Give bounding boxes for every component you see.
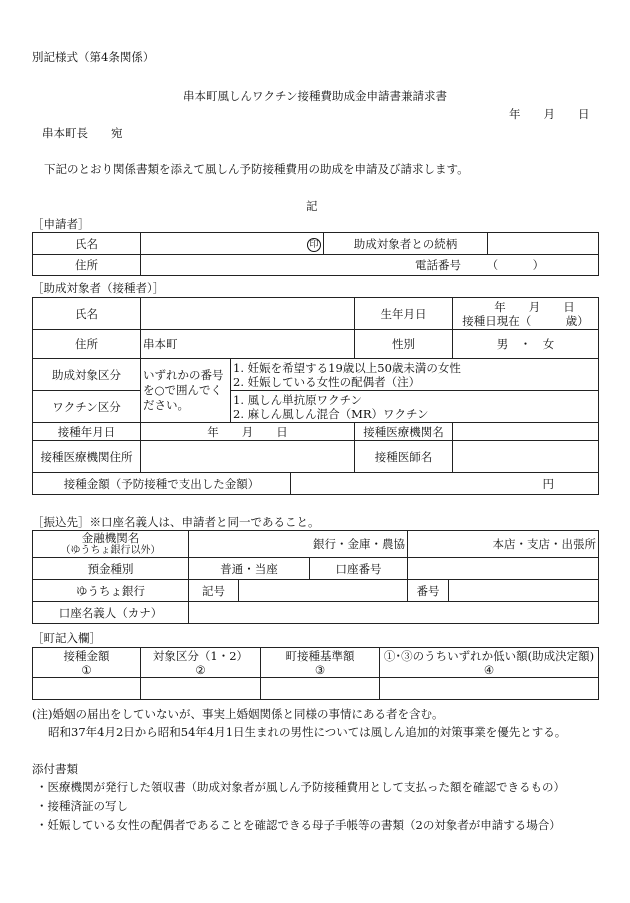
account-number-label: 口座番号 xyxy=(310,558,408,580)
vaccination-date-field[interactable]: 年 月 日 xyxy=(141,423,355,441)
note-2: 昭和37年4月2日から昭和54年4月1日生まれの男性については風しん追加的対策事業を優先とする。 xyxy=(48,725,567,739)
category-option-1[interactable]: 1. 妊娠を希望する19歳以上50歳未満の女性 xyxy=(233,360,461,375)
phone-parens: （ ） xyxy=(486,258,545,272)
vaccine-option-1[interactable]: 1. 風しん単抗原ワクチン xyxy=(233,392,363,407)
town-col-amount xyxy=(33,648,141,678)
intro-text: 下記のとおり関係書類を添えて風しん予防接種費用の助成を申請及び請求します。 xyxy=(44,162,469,176)
clinic-address-field[interactable] xyxy=(141,441,355,473)
dob-field[interactable] xyxy=(453,298,599,330)
account-number-field[interactable] xyxy=(408,558,599,580)
clinic-name-label: 接種医療機関名 xyxy=(355,423,453,441)
deposit-type-label: 預金種別 xyxy=(33,558,189,580)
form-title: 串本町風しんワクチン接種費助成金申請書兼請求書 xyxy=(183,89,447,103)
attachment-item: ・妊娠している女性の配偶者であることを確認できる母子手帳等の書類（2の対象者が申請する場合） xyxy=(36,818,561,832)
town-col-decision xyxy=(380,648,599,678)
vaccination-amount-label: 接種金額（予防接種で支出した金額） xyxy=(33,473,291,495)
subject-address-field[interactable] xyxy=(141,330,355,359)
applicant-name-field[interactable] xyxy=(141,233,324,255)
subject-address-value: 串本町 xyxy=(143,337,178,351)
bank-table xyxy=(32,530,599,624)
clinic-address-label: 接種医療機関住所 xyxy=(33,441,141,473)
town-decision-field[interactable] xyxy=(380,678,599,700)
applicant-section-title: ［申請者］ xyxy=(32,217,90,231)
town-col-decision-num: ④ xyxy=(483,662,495,677)
relation-label: 助成対象者との続柄 xyxy=(324,233,488,255)
town-col-standard-label: 町接種基準額 xyxy=(285,648,355,663)
attachment-item: ・医療機関が発行した領収書（助成対象者が風しん予防接種費用として支払った額を確認できるもの） xyxy=(36,780,565,794)
account-holder-field[interactable] xyxy=(189,602,599,624)
vaccine-option-2[interactable]: 2. 麻しん風しん混合（MR）ワクチン xyxy=(233,406,429,421)
category-option-2[interactable]: 2. 妊娠している女性の配偶者（注） xyxy=(233,374,421,389)
doctor-name-field[interactable] xyxy=(453,441,599,473)
seal-mark: 印 xyxy=(307,238,321,252)
town-amount-field[interactable] xyxy=(33,678,141,700)
attachment-item: ・接種済証の写し xyxy=(36,799,128,813)
relation-field[interactable] xyxy=(488,233,599,255)
form-reference: 別記様式（第4条関係） xyxy=(32,50,155,64)
doctor-name-label: 接種医師名 xyxy=(355,441,453,473)
age-value: 接種日現在（ 歳） xyxy=(462,313,589,328)
sex-field[interactable]: 男 ・ 女 xyxy=(453,330,599,359)
town-col-amount-label: 接種金額 xyxy=(63,648,110,663)
town-category-field[interactable] xyxy=(141,678,261,700)
addressee: 串本町長 宛 xyxy=(42,126,123,140)
town-col-standard-num: ③ xyxy=(314,662,326,677)
applicant-table xyxy=(32,232,599,276)
subject-table xyxy=(32,297,599,495)
bango-label: 番号 xyxy=(408,580,449,602)
town-col-amount-num: ① xyxy=(81,662,92,677)
attachments-list xyxy=(36,778,565,835)
institution-sub-label: （ゆうちょ銀行以外） xyxy=(60,544,161,556)
town-col-category xyxy=(141,648,261,678)
phone-label: 電話番号 xyxy=(415,258,461,272)
clinic-name-field[interactable] xyxy=(453,423,599,441)
subject-name-field[interactable] xyxy=(141,298,355,330)
account-holder-label: 口座名義人（カナ） xyxy=(33,602,189,624)
vaccine-options[interactable] xyxy=(231,391,599,423)
yucho-label: ゆうちょ銀行 xyxy=(33,580,189,602)
yen-unit: 円 xyxy=(542,476,555,491)
applicant-address-label: 住所 xyxy=(33,255,141,276)
applicant-name-label: 氏名 xyxy=(33,233,141,255)
vaccination-amount-field[interactable] xyxy=(291,473,599,495)
subject-address-label: 住所 xyxy=(33,330,141,359)
category-label: 助成対象区分 xyxy=(33,359,141,391)
kigo-label: 記号 xyxy=(189,580,239,602)
town-col-standard xyxy=(261,648,380,678)
applicant-address-field[interactable] xyxy=(141,255,599,276)
vaccination-date-label: 接種年月日 xyxy=(33,423,141,441)
kigo-field[interactable] xyxy=(239,580,408,602)
town-section-title: ［町記入欄］ xyxy=(32,631,101,645)
institution-label-text: 金融機関名 xyxy=(81,530,140,545)
institution-field[interactable]: 銀行・金庫・農協 xyxy=(189,531,408,558)
attachments-heading: 添付書類 xyxy=(32,762,78,776)
circle-instruction: いずれかの番号を○で囲んでください。 xyxy=(141,359,231,423)
dob-label: 生年月日 xyxy=(355,298,453,330)
sex-label: 性別 xyxy=(355,330,453,359)
dob-value: 年 月 日 xyxy=(494,299,575,314)
town-standard-field[interactable] xyxy=(261,678,380,700)
category-options[interactable] xyxy=(231,359,599,391)
town-col-category-num: ② xyxy=(195,662,206,677)
bango-field[interactable] xyxy=(449,580,599,602)
branch-field[interactable]: 本店・支店・出張所 xyxy=(408,531,599,558)
subject-section-title: ［助成対象者（接種者）］ xyxy=(32,281,165,295)
vaccine-label: ワクチン区分 xyxy=(33,391,141,423)
deposit-type-field[interactable]: 普通・当座 xyxy=(189,558,310,580)
institution-label xyxy=(33,531,189,558)
header-date: 年 月 日 xyxy=(509,107,590,121)
ki-label: 記 xyxy=(306,199,318,213)
note-1: (注)婚姻の届出をしていないが、事実上婚姻関係と同様の事情にある者を含む。 xyxy=(32,707,444,721)
bank-section-title: ［振込先］※口座名義人は、申請者と同一であること。 xyxy=(32,515,320,529)
town-col-category-label: 対象区分（1・2） xyxy=(152,648,249,663)
town-col-decision-label: ①･③のうちいずれか低い額(助成決定額) xyxy=(383,648,595,663)
town-table xyxy=(32,647,599,700)
subject-name-label: 氏名 xyxy=(33,298,141,330)
